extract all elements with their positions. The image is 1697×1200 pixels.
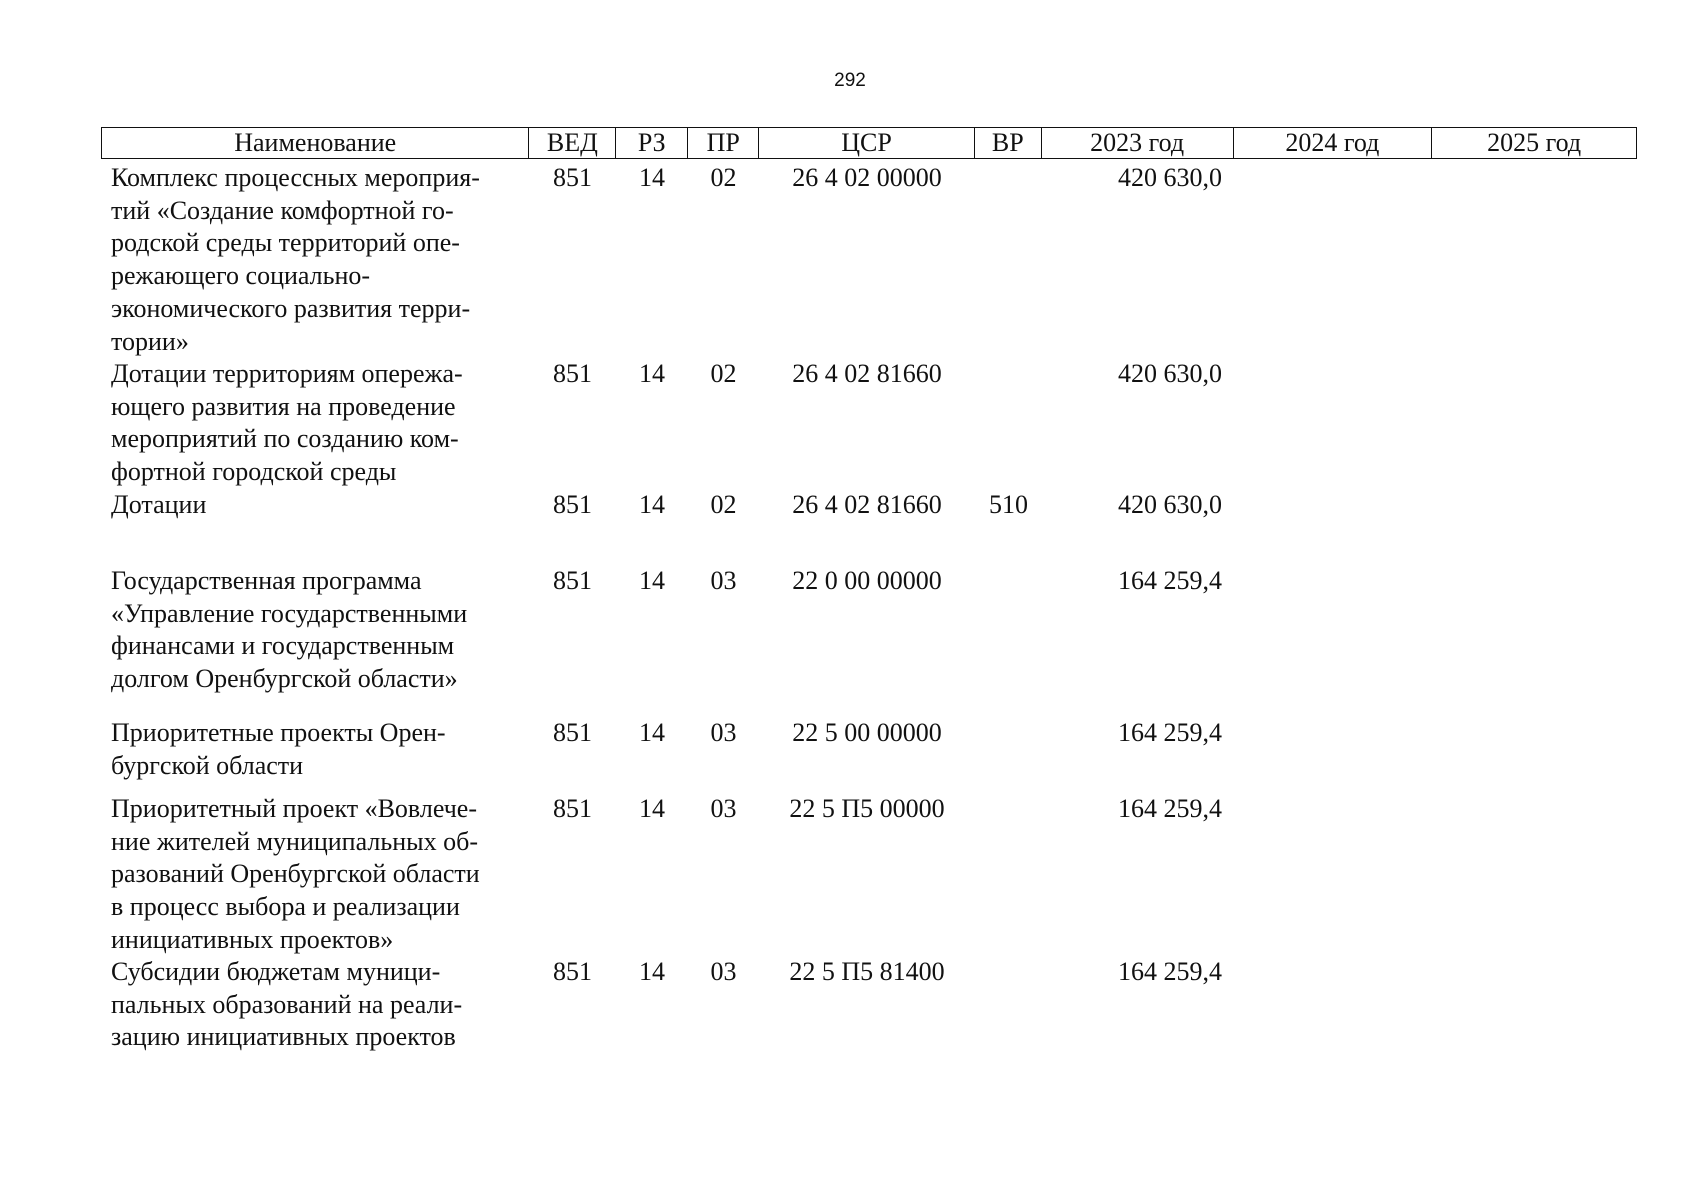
header-csr: ЦСР [759, 128, 975, 158]
header-name: Наименование [102, 128, 529, 158]
row-name: Дотации территориям опережа- ющего развития на проведение мероприятий по созданию ком- фортной городской среды [111, 359, 463, 487]
row-2024 [1234, 954, 1433, 1064]
header-vr: ВР [975, 128, 1042, 158]
row-pr: 03 [710, 566, 737, 595]
row-name: Субсидии бюджетам муници- пальных образований на реали- зацию инициативных проектов [111, 957, 463, 1052]
table-row [101, 487, 1637, 563]
row-pr: 03 [710, 718, 737, 747]
table-row [101, 954, 1637, 1064]
row-rz: 14 [639, 718, 665, 747]
row-name: Приоритетные проекты Орен- бургской области [111, 718, 446, 780]
header-2023: 2023 год [1042, 128, 1234, 158]
row-2025 [1433, 487, 1637, 563]
row-ved: 851 [553, 794, 592, 823]
row-name: Приоритетный проект «Вовлече- ние жителей муниципальных об- разований Оренбургской области в процесс выбора и реализации инициативных проектов» [111, 794, 480, 954]
header-rz: РЗ [616, 128, 688, 158]
row-name: Дотации [111, 490, 207, 519]
row-csr: 26 4 02 81660 [792, 359, 942, 388]
row-rz: 14 [639, 566, 665, 595]
header-2024: 2024 год [1234, 128, 1433, 158]
row-pr: 02 [710, 163, 737, 192]
row-2023: 420 630,0 [1118, 359, 1222, 388]
row-2023: 164 259,4 [1118, 957, 1222, 986]
row-2024 [1234, 715, 1433, 791]
row-2023: 164 259,4 [1118, 718, 1222, 747]
row-2025 [1433, 356, 1637, 487]
row-vr [975, 791, 1042, 954]
row-name: Комплекс процессных мероприя- тий «Создание комфортной го- родской среды территорий опе- режающего социально- экономического развития терри- тории» [111, 163, 480, 356]
row-2023: 420 630,0 [1118, 490, 1222, 519]
table-row [101, 563, 1637, 715]
row-rz: 14 [639, 794, 665, 823]
table-body [101, 160, 1637, 1064]
row-name: Государственная программа «Управление государственными финансами и государственным долгом Оренбургской области» [111, 566, 468, 694]
page-number: 292 [834, 70, 866, 91]
row-ved: 851 [553, 163, 592, 192]
table-header [101, 127, 1637, 159]
row-vr [975, 715, 1042, 791]
row-2024 [1234, 356, 1433, 487]
row-rz: 14 [639, 490, 665, 519]
header-2025: 2025 год [1487, 128, 1582, 157]
table-row [101, 356, 1637, 487]
row-pr: 03 [710, 794, 737, 823]
row-vr [975, 356, 1042, 487]
header-ved: ВЕД [529, 128, 616, 158]
row-ved: 851 [553, 718, 592, 747]
row-2025 [1433, 160, 1637, 356]
row-pr: 02 [710, 490, 737, 519]
row-ved: 851 [553, 359, 592, 388]
row-vr [975, 160, 1042, 356]
row-2025 [1433, 791, 1637, 954]
row-vr [975, 954, 1042, 1064]
row-csr: 26 4 02 00000 [792, 163, 942, 192]
row-pr: 03 [710, 957, 737, 986]
row-rz: 14 [639, 359, 665, 388]
row-2025 [1433, 715, 1637, 791]
row-csr: 22 5 00 00000 [792, 718, 942, 747]
row-rz: 14 [639, 957, 665, 986]
row-2024 [1234, 563, 1433, 715]
row-csr: 22 0 00 00000 [792, 566, 942, 595]
header-pr: ПР [688, 128, 759, 158]
row-ved: 851 [553, 490, 592, 519]
row-vr: 510 [989, 490, 1028, 519]
row-csr: 22 5 П5 81400 [789, 957, 945, 986]
table-row [101, 715, 1637, 791]
row-2024 [1234, 791, 1433, 954]
table-row [101, 160, 1637, 356]
table-row [101, 791, 1637, 954]
row-ved: 851 [553, 957, 592, 986]
row-2025 [1433, 563, 1637, 715]
row-2023: 164 259,4 [1118, 566, 1222, 595]
row-2024 [1234, 160, 1433, 356]
row-ved: 851 [553, 566, 592, 595]
row-csr: 22 5 П5 00000 [789, 794, 945, 823]
row-2025 [1433, 954, 1637, 1064]
row-vr [975, 563, 1042, 715]
row-pr: 02 [710, 359, 737, 388]
row-rz: 14 [639, 163, 665, 192]
row-2023: 420 630,0 [1118, 163, 1222, 192]
row-2024 [1234, 487, 1433, 563]
row-csr: 26 4 02 81660 [792, 490, 942, 519]
row-2023: 164 259,4 [1118, 794, 1222, 823]
